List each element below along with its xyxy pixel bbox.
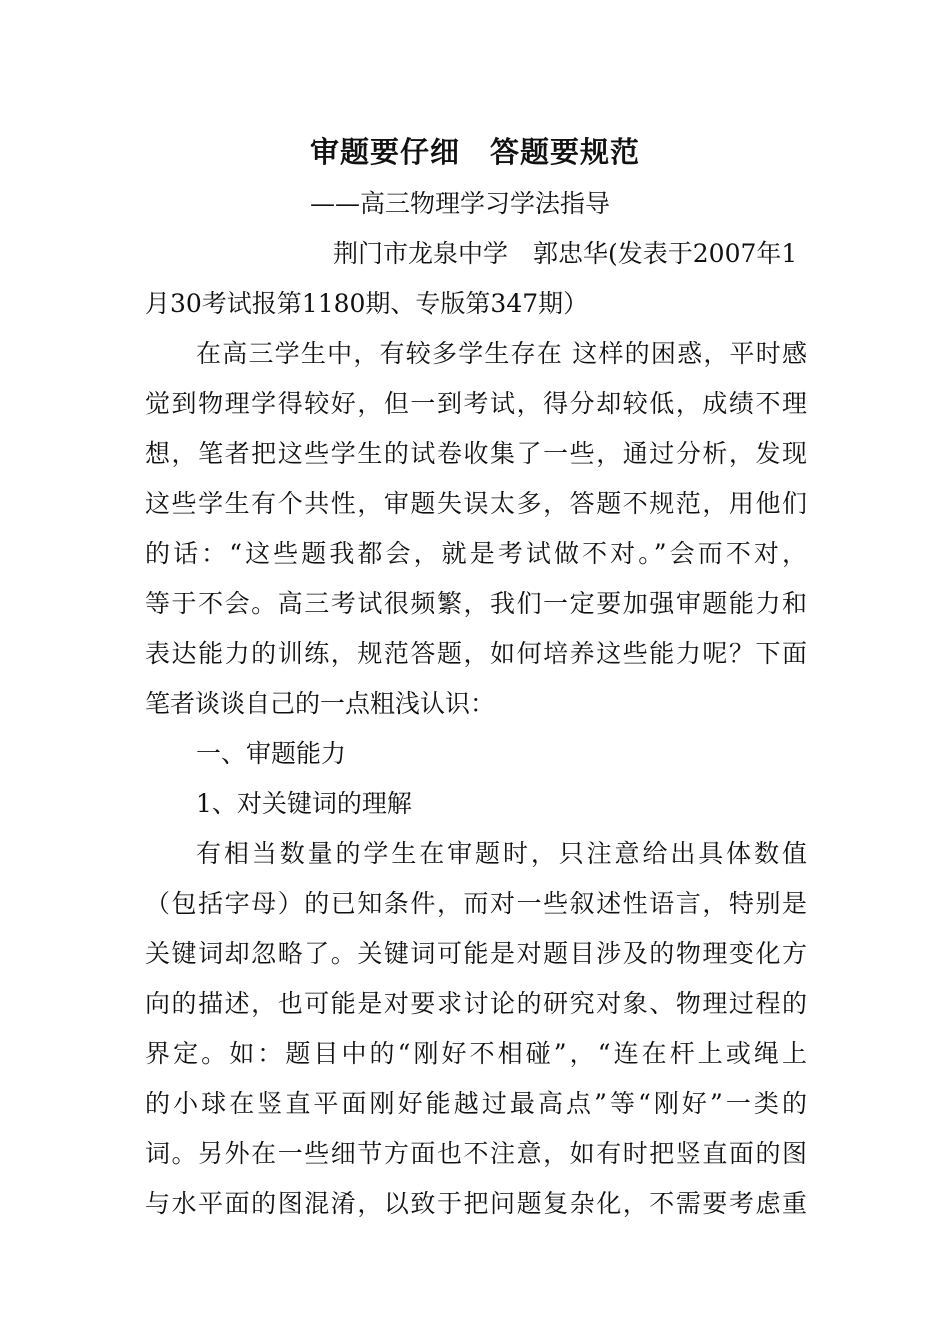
paragraph-1-line-1: 在高三学生中，有较多学生存在 这样的困惑，平时感: [196, 339, 807, 368]
paragraph-2-line-1: 有相当数量的学生在审题时，只注意给出具体数值: [196, 839, 807, 868]
paragraph-2-line-6: 的小球在竖直平面刚好能越过最高点”等“刚好”一类的: [145, 1089, 807, 1118]
paragraph-1-line-7: 表达能力的训练，规范答题，如何培养这些能力呢？下面: [145, 639, 807, 668]
paragraph-1-line-3: 想，笔者把这些学生的试卷收集了一些，通过分析，发现: [145, 439, 807, 468]
paragraph-2-line-2: （包括字母）的已知条件，而对一些叙述性语言，特别是: [145, 889, 807, 918]
paragraph-2-line-3: 关键词却忽略了。关键词可能是对题目涉及的物理变化方: [145, 939, 807, 968]
paragraph-2-line-5: 界定。如：题目中的“刚好不相碰”，“连在杆上或绳上: [145, 1039, 807, 1068]
paragraph-2-line-8: 与水平面的图混淆，以致于把问题复杂化，不需要考虑重: [145, 1189, 807, 1218]
document-title: 审题要仔细 答题要规范: [309, 135, 640, 169]
paragraph-1-line-5: 的话：“这些题我都会，就是考试做不对。”会而不对，: [145, 539, 807, 568]
section-heading-1: 一、审题能力: [196, 739, 347, 768]
document-subtitle: ——高三物理学习学法指导: [310, 189, 611, 218]
paragraph-2-line-7: 词。另外在一些细节方面也不注意，如有时把竖直面的图: [145, 1139, 807, 1168]
author-line-1: 荆门市龙泉中学 郭忠华(发表于2007年1: [333, 239, 798, 268]
author-line-2: 月30考试报第1180期、专版第347期）: [145, 289, 589, 318]
section-heading-2: 1、对关键词的理解: [196, 789, 412, 818]
paragraph-1-line-2: 觉到物理学得较好，但一到考试，得分却较低，成绩不理: [145, 389, 807, 418]
paragraph-2-line-4: 向的描述，也可能是对要求讨论的研究对象、物理过程的: [145, 989, 807, 1018]
paragraph-1-line-8: 笔者谈谈自己的一点粗浅认识：: [145, 689, 496, 718]
paragraph-1-line-4: 这些学生有个共性，审题失误太多，答题不规范，用他们: [145, 489, 807, 518]
paragraph-1-line-6: 等于不会。高三考试很频繁，我们一定要加强审题能力和: [145, 589, 807, 618]
